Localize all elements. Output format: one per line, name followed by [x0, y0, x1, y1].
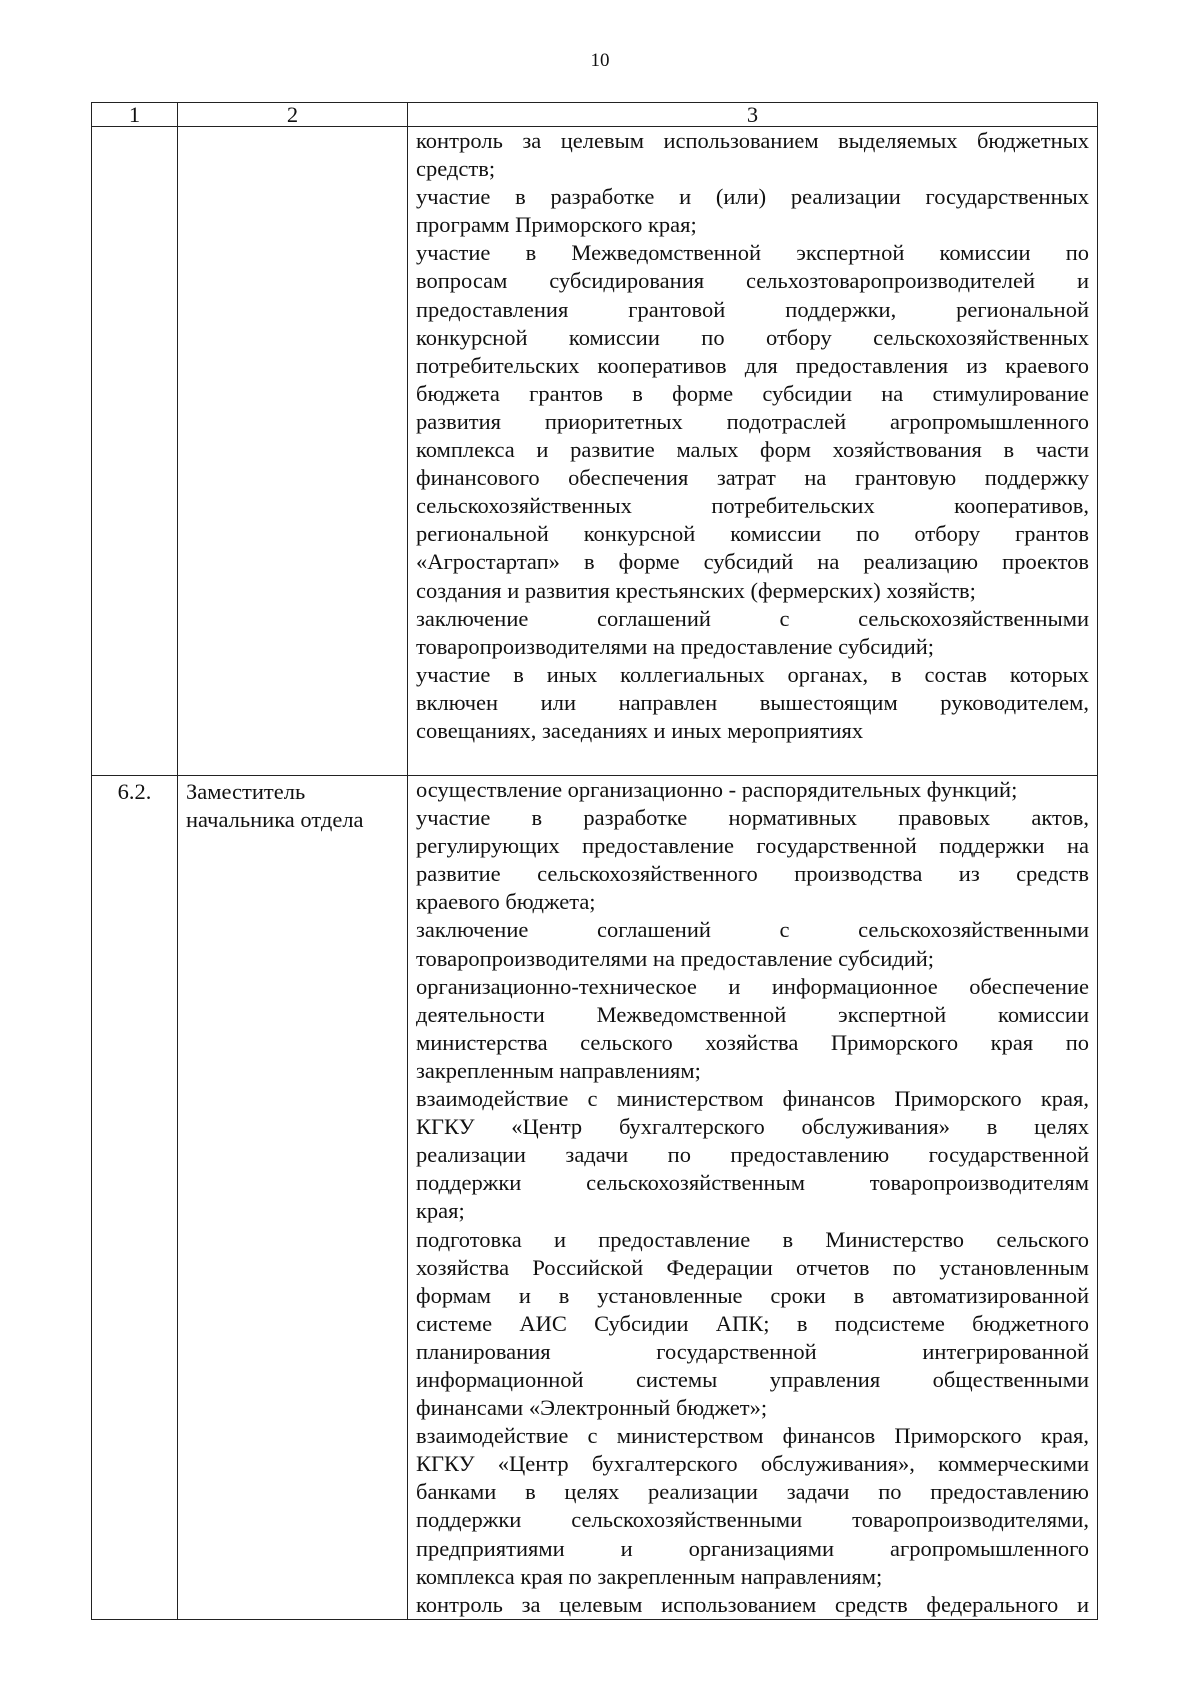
duty-line: взаимодействие с министерством финансов Приморского края,: [416, 1423, 1089, 1449]
duty-line: контроль за целевым использованием средств федерального и: [416, 1591, 1089, 1617]
row-number-cell: 6.2.: [92, 776, 178, 1620]
duty-line: КГКУ «Центр бухгалтерского обслуживания» в целях: [416, 1114, 1089, 1140]
duty-line: формам и в установленные сроки в автоматизированной: [416, 1282, 1089, 1308]
page-number: 10: [590, 50, 610, 71]
duty-line: системе АИС Субсидии АПК; в подсистеме бюджетного: [416, 1310, 1089, 1336]
position-line: Заместитель: [186, 779, 306, 804]
duty-line: участие в разработке и (или) реализации государственных: [416, 184, 1089, 210]
duty-line: регулирующих предоставление государственной поддержки на: [416, 833, 1089, 859]
duty-line: деятельности Межведомственной экспертной комиссии: [416, 1001, 1089, 1027]
duty-line: хозяйства Российской Федерации отчетов по установленным: [416, 1254, 1089, 1280]
duties-table: [91, 102, 1098, 1620]
duty-line: совещаниях, заседаниях и иных мероприятиях: [416, 717, 864, 743]
column-header-position: 2: [178, 103, 408, 127]
position-line: начальника отдела: [186, 807, 364, 833]
duty-line: товаропроизводителями на предоставление субсидий;: [416, 945, 935, 971]
duty-line: края;: [416, 1198, 465, 1224]
duties-cell: [408, 776, 1098, 1620]
duty-line: комплекса края по закрепленным направлениям;: [416, 1563, 883, 1589]
duty-line: финансами «Электронный бюджет»;: [416, 1395, 768, 1421]
duty-line: вопросам субсидирования сельхозтоваропроизводителей и: [416, 268, 1089, 294]
duty-line: закрепленным направлениям;: [416, 1057, 701, 1083]
duty-line: сельскохозяйственных потребительских кооперативов,: [416, 493, 1089, 519]
duty-line: потребительских кооперативов для предоставления из краевого: [416, 352, 1089, 378]
duty-line: осуществление организационно - распорядительных функций;: [416, 777, 1018, 802]
duty-line: информационной системы управления общественными: [416, 1366, 1089, 1392]
duty-line: конкурсной комиссии по отбору сельскохозяйственных: [416, 324, 1089, 350]
duty-line: «Агростартап» в форме субсидий на реализацию проектов: [416, 549, 1089, 575]
duty-line: региональной конкурсной комиссии по отбору грантов: [416, 521, 1089, 547]
duty-line: программ Приморского края;: [416, 212, 697, 238]
duty-line: предприятиями и организациями агропромышленного: [416, 1535, 1089, 1561]
duty-line: краевого бюджета;: [416, 889, 596, 915]
duties-cell: [408, 127, 1098, 776]
duty-line: заключение соглашений с сельскохозяйственными: [416, 605, 1089, 631]
duty-line: участие в иных коллегиальных органах, в состав которых: [416, 661, 1089, 687]
column-header-number: 1: [92, 103, 178, 127]
duty-line: заключение соглашений с сельскохозяйственными: [416, 917, 1089, 943]
position-cell: [178, 127, 408, 776]
table-header-row: [92, 103, 1098, 127]
duty-line: реализации задачи по предоставлению государственной: [416, 1142, 1089, 1168]
duty-line: контроль за целевым использованием выделяемых бюджетных: [416, 128, 1089, 153]
duty-line: взаимодействие с министерством финансов Приморского края,: [416, 1086, 1089, 1112]
duty-line: организационно-техническое и информационное обеспечение: [416, 973, 1089, 999]
duty-line: участие в разработке нормативных правовых актов,: [416, 805, 1089, 831]
duty-line: создания и развития крестьянских (фермерских) хозяйств;: [416, 577, 976, 603]
duty-line: поддержки сельскохозяйственными товаропроизводителями,: [416, 1507, 1089, 1533]
table-row: [92, 776, 1098, 1620]
duty-line: бюджета грантов в форме субсидии на стимулирование: [416, 380, 1089, 406]
duty-line: поддержки сельскохозяйственным товаропроизводителям: [416, 1170, 1089, 1196]
duty-line: развитие сельскохозяйственного производства из средств: [416, 861, 1089, 887]
duty-line: КГКУ «Центр бухгалтерского обслуживания», коммерческими: [416, 1451, 1089, 1477]
duty-line: средств;: [416, 156, 496, 182]
duty-line: участие в Межведомственной экспертной комиссии по: [416, 240, 1089, 266]
duty-line: включен или направлен вышестоящим руководителем,: [416, 689, 1089, 715]
table-row: [92, 127, 1098, 776]
duty-line: развития приоритетных подотраслей агропромышленного: [416, 408, 1089, 434]
duty-line: предоставления грантовой поддержки, региональной: [416, 296, 1089, 322]
duty-line: банками в целях реализации задачи по предоставлению: [416, 1479, 1089, 1505]
duty-line: финансового обеспечения затрат на грантовую поддержку: [416, 465, 1089, 491]
column-header-duties: 3: [408, 103, 1098, 127]
position-cell: [178, 776, 408, 1620]
row-number-cell: [92, 127, 178, 776]
duty-line: подготовка и предоставление в Министерство сельского: [416, 1226, 1089, 1252]
duty-line: планирования государственной интегрированной: [416, 1338, 1089, 1364]
duty-line: комплекса и развитие малых форм хозяйствования в части: [416, 437, 1089, 463]
duty-line: товаропроизводителями на предоставление субсидий;: [416, 633, 935, 659]
duty-line: министерства сельского хозяйства Приморского края по: [416, 1029, 1089, 1055]
